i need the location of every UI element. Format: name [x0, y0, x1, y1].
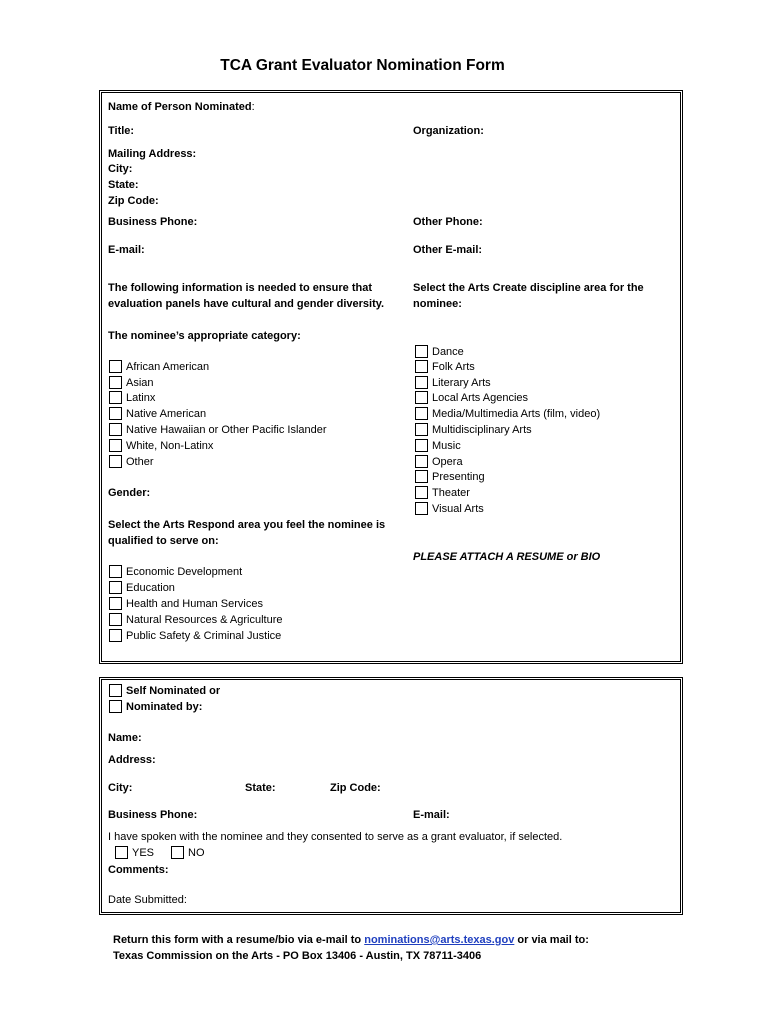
- category-heading: The nominee’s appropriate category:: [108, 330, 301, 342]
- discipline-label: Local Arts Agencies: [432, 392, 529, 404]
- self-nominated-label: Self Nominated or: [126, 685, 221, 697]
- discipline-label: Opera: [432, 456, 463, 468]
- nominator-city-label: City:: [108, 782, 133, 794]
- respond-area-label: Health and Human Services: [126, 598, 263, 610]
- discipline-checkbox[interactable]: [415, 423, 428, 436]
- nominator-name-label: Name:: [108, 732, 142, 744]
- category-checkbox[interactable]: [109, 376, 122, 389]
- diversity-note-line1: The following information is needed to ensure that: [108, 282, 373, 294]
- discipline-checkbox[interactable]: [415, 376, 428, 389]
- respond-area-checkbox[interactable]: [109, 565, 122, 578]
- date-submitted-label: Date Submitted:: [108, 894, 187, 906]
- category-checkbox[interactable]: [109, 439, 122, 452]
- nominee-title-label: Title:: [108, 125, 135, 137]
- discipline-label: Literary Arts: [432, 377, 491, 389]
- discipline-checkbox[interactable]: [415, 502, 428, 515]
- category-label: Native Hawaiian or Other Pacific Islander: [126, 424, 327, 436]
- discipline-label: Dance: [432, 346, 464, 358]
- nominee-name-label: Name of Person Nominated:: [108, 101, 255, 113]
- comments-label: Comments:: [108, 864, 169, 876]
- nominator-address-label: Address:: [108, 754, 156, 766]
- discipline-checkbox[interactable]: [415, 486, 428, 499]
- discipline-label: Visual Arts: [432, 503, 484, 515]
- discipline-heading-line2: nominee:: [413, 298, 462, 310]
- respond-area-label: Public Safety & Criminal Justice: [126, 630, 282, 642]
- return-instructions-suffix: or via mail to:: [514, 934, 589, 946]
- category-label: White, Non-Latinx: [126, 440, 214, 452]
- discipline-label: Folk Arts: [432, 361, 475, 373]
- respond-area-checkbox[interactable]: [109, 597, 122, 610]
- respond-area-checkbox[interactable]: [109, 613, 122, 626]
- discipline-checkbox[interactable]: [415, 407, 428, 420]
- nominee-email-label: E-mail:: [108, 244, 145, 256]
- nominated-by-checkbox[interactable]: [109, 700, 122, 713]
- nominee-organization-label: Organization:: [413, 125, 484, 137]
- respond-area-label: Natural Resources & Agriculture: [126, 614, 283, 626]
- nominator-state-label: State:: [245, 782, 276, 794]
- respond-area-checkbox[interactable]: [109, 581, 122, 594]
- consent-yes-checkbox[interactable]: [115, 846, 128, 859]
- discipline-checkbox[interactable]: [415, 455, 428, 468]
- discipline-checkbox[interactable]: [415, 360, 428, 373]
- gender-label: Gender:: [108, 487, 151, 499]
- respond-area-label: Education: [126, 582, 175, 594]
- nominee-city-label: City:: [108, 163, 133, 175]
- nominee-other-phone-label: Other Phone:: [413, 216, 483, 228]
- nominee-other-email-label: Other E-mail:: [413, 244, 483, 256]
- discipline-label: Music: [432, 440, 461, 452]
- category-checkbox[interactable]: [109, 391, 122, 404]
- category-checkbox[interactable]: [109, 455, 122, 468]
- discipline-checkbox[interactable]: [415, 391, 428, 404]
- nominee-state-label: State:: [108, 179, 139, 191]
- consent-yes-label: YES: [132, 847, 155, 859]
- nominator-business-phone-label: Business Phone:: [108, 809, 198, 821]
- nominations-email-link[interactable]: nominations@arts.texas.gov: [364, 934, 515, 946]
- discipline-label: Multidisciplinary Arts: [432, 424, 532, 436]
- respond-area-label: Economic Development: [126, 566, 243, 578]
- category-checkbox[interactable]: [109, 407, 122, 420]
- discipline-label: Theater: [432, 487, 470, 499]
- category-label: Other: [126, 456, 154, 468]
- category-label: African American: [126, 361, 210, 373]
- consent-no-checkbox[interactable]: [171, 846, 184, 859]
- nominee-zip-label: Zip Code:: [108, 195, 159, 207]
- respond-heading-line1: Select the Arts Respond area you feel the nominee is: [108, 519, 386, 531]
- form-title: TCA Grant Evaluator Nomination Form: [220, 57, 505, 74]
- nominee-mailing-label: Mailing Address:: [108, 148, 197, 160]
- self-nominated-checkbox[interactable]: [109, 684, 122, 697]
- category-label: Asian: [126, 377, 154, 389]
- nominated-by-label: Nominated by:: [126, 701, 203, 713]
- category-label: Latinx: [126, 392, 156, 404]
- nominator-zip-label: Zip Code:: [330, 782, 381, 794]
- category-label: Native American: [126, 408, 207, 420]
- discipline-checkbox[interactable]: [415, 345, 428, 358]
- consent-statement: I have spoken with the nominee and they consented to serve as a grant evaluator, if selected.: [108, 831, 563, 843]
- discipline-label: Presenting: [432, 471, 485, 483]
- category-checkbox[interactable]: [109, 360, 122, 373]
- return-instructions-prefix: Return this form with a resume/bio via e-mail to: [113, 934, 365, 946]
- discipline-checkbox[interactable]: [415, 439, 428, 452]
- consent-no-label: NO: [188, 847, 205, 859]
- diversity-note-line2: evaluation panels have cultural and gender diversity.: [108, 298, 385, 310]
- return-instructions: [113, 932, 589, 948]
- respond-area-checkbox[interactable]: [109, 629, 122, 642]
- discipline-heading-line1: Select the Arts Create discipline area for the: [413, 282, 644, 294]
- category-checkbox[interactable]: [109, 423, 122, 436]
- nominator-email-label: E-mail:: [413, 809, 450, 821]
- discipline-checkbox[interactable]: [415, 470, 428, 483]
- mailing-address: Texas Commission on the Arts - PO Box 13406 - Austin, TX 78711-3406: [113, 950, 482, 962]
- attach-resume-note: PLEASE ATTACH A RESUME or BIO: [413, 551, 601, 563]
- discipline-label: Media/Multimedia Arts (film, video): [432, 408, 601, 420]
- respond-heading-line2: qualified to serve on:: [108, 535, 219, 547]
- nominee-business-phone-label: Business Phone:: [108, 216, 198, 228]
